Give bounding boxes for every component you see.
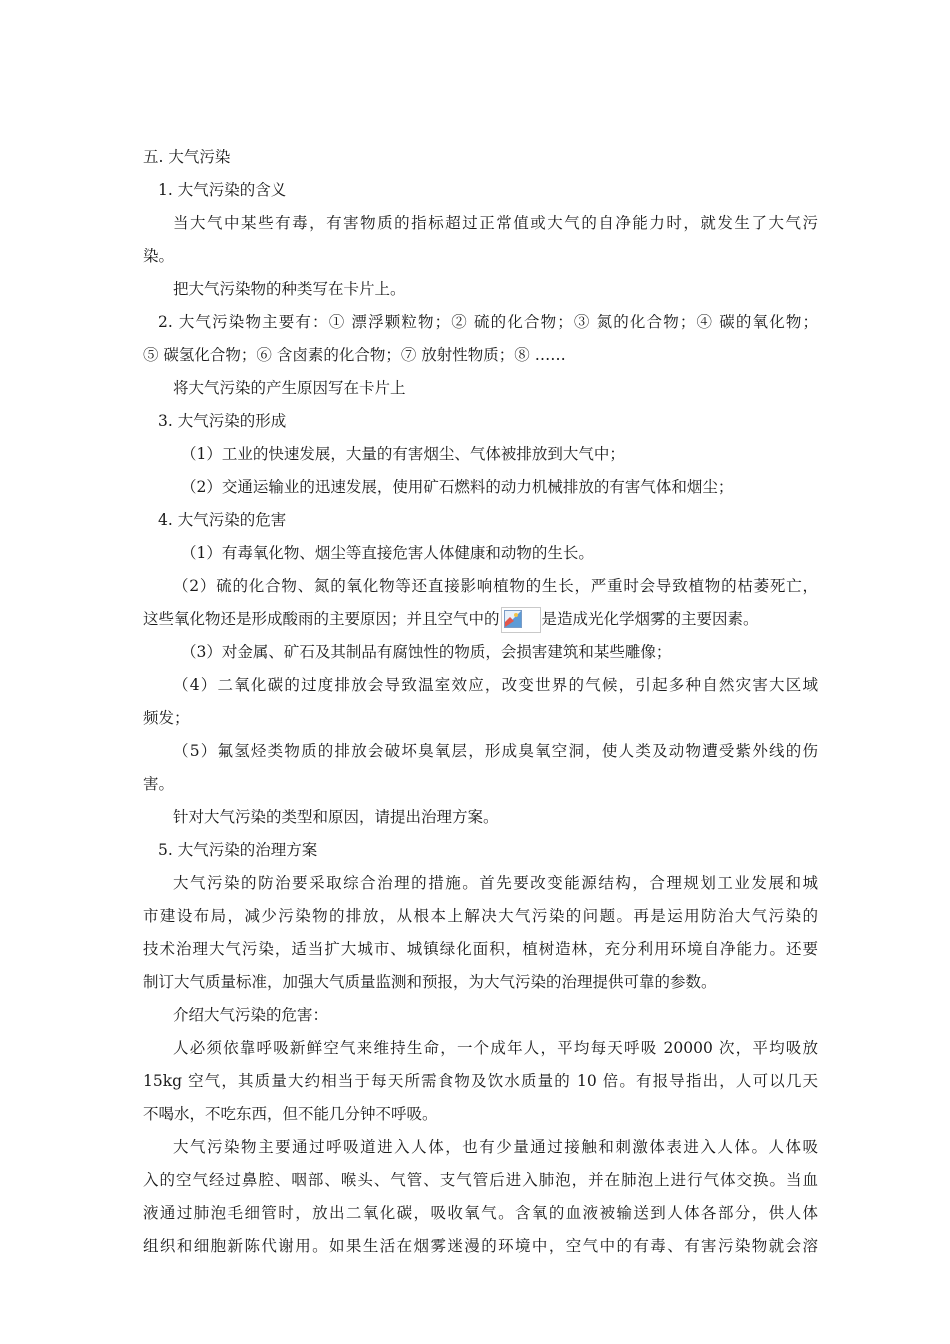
subheading-text: 2. 大气污染物主要有：① 漂浮颗粒物；② 硫的化合物；③ 氮的化合物；④ 碳的氧化物； bbox=[158, 313, 818, 331]
paragraph-line bbox=[143, 999, 818, 1032]
list-item bbox=[143, 537, 818, 570]
paragraph-line bbox=[143, 240, 818, 273]
paragraph-line bbox=[143, 900, 818, 933]
list-item-text: （1）工业的快速发展，大量的有害烟尘、气体被排放到大气中； bbox=[181, 445, 625, 463]
list-item bbox=[143, 735, 818, 768]
paragraph-text: 液通过肺泡毛细管时，放出二氧化碳，吸收氧气。含氧的血液被输送到人体各部分，供人体 bbox=[143, 1204, 818, 1222]
list-item-text: 这些氧化物还是形成酸雨的主要原因；并且空气中的 bbox=[143, 610, 500, 628]
paragraph-text: 针对大气污染的类型和原因，请提出治理方案。 bbox=[173, 808, 499, 826]
paragraph-text: 组织和细胞新陈代谢用。如果生活在烟雾迷漫的环境中，空气中的有毒、有害污染物就会溶 bbox=[143, 1237, 818, 1255]
paragraph-line bbox=[143, 1197, 818, 1230]
subheading-2 bbox=[143, 306, 818, 339]
paragraph-text: 入的空气经过鼻腔、咽部、喉头、气管、支气管后进入肺泡，并在肺泡上进行气体交换。当血 bbox=[143, 1171, 818, 1189]
list-item-continuation bbox=[143, 768, 818, 801]
list-item-continuation bbox=[143, 702, 818, 735]
paragraph-text: 把大气污染物的种类写在卡片上。 bbox=[173, 280, 406, 298]
paragraph-line bbox=[143, 1131, 818, 1164]
subheading-1 bbox=[143, 174, 818, 207]
subheading-4 bbox=[143, 504, 818, 537]
subheading-3 bbox=[143, 405, 818, 438]
paragraph-line bbox=[143, 933, 818, 966]
section-heading-5 bbox=[143, 141, 818, 174]
paragraph-line bbox=[143, 1164, 818, 1197]
list-item-text: （3）对金属、矿石及其制品有腐蚀性的物质，会损害建筑和某些雕像； bbox=[181, 643, 672, 661]
paragraph-text: 染。 bbox=[143, 247, 175, 265]
paragraph-line bbox=[143, 1230, 818, 1263]
broken-image-icon bbox=[501, 607, 541, 633]
list-item-text: 害。 bbox=[143, 775, 175, 793]
paragraph-text: 当大气中某些有毒，有害物质的指标超过正常值或大气的自净能力时，就发生了大气污 bbox=[173, 214, 818, 232]
heading-text: 五. 大气污染 bbox=[143, 148, 231, 166]
subheading-5 bbox=[143, 834, 818, 867]
paragraph-text: 不喝水，不吃东西，但不能几分钟不呼吸。 bbox=[143, 1105, 438, 1123]
paragraph-text: 大气污染的防治要采取综合治理的措施。首先要改变能源结构，合理规划工业发展和城 bbox=[173, 874, 818, 892]
list-item-text: （2）硫的化合物、氮的氧化物等还直接影响植物的生长，严重时会导致植物的枯萎死亡， bbox=[173, 577, 818, 595]
paragraph-line bbox=[143, 801, 818, 834]
paragraph-line bbox=[143, 372, 818, 405]
document-body bbox=[143, 141, 818, 1263]
list-item bbox=[143, 669, 818, 702]
paragraph-line bbox=[143, 966, 818, 999]
list-item-text: （2）交通运输业的迅速发展，使用矿石燃料的动力机械排放的有害气体和烟尘； bbox=[181, 478, 734, 496]
list-item-continuation bbox=[143, 603, 818, 636]
paragraph-text: ⑤ 碳氢化合物；⑥ 含卤素的化合物；⑦ 放射性物质；⑧ …… bbox=[143, 346, 566, 364]
paragraph-text: 大气污染物主要通过呼吸道进入人体，也有少量通过接触和刺激体表进入人体。人体吸 bbox=[173, 1138, 818, 1156]
paragraph-line bbox=[143, 867, 818, 900]
list-item-text: （1）有毒氧化物、烟尘等直接危害人体健康和动物的生长。 bbox=[181, 544, 594, 562]
list-item bbox=[143, 636, 818, 669]
subheading-text: 1. 大气污染的含义 bbox=[158, 181, 287, 199]
paragraph-line bbox=[143, 339, 818, 372]
list-item-text: （5）氟氢烃类物质的排放会破坏臭氧层，形成臭氧空洞，使人类及动物遭受紫外线的伤 bbox=[173, 742, 818, 760]
subheading-text: 5. 大气污染的治理方案 bbox=[158, 841, 318, 859]
list-item-text: （4）二氧化碳的过度排放会导致温室效应，改变世界的气候，引起多种自然灾害大区域 bbox=[173, 676, 818, 694]
paragraph-text: 将大气污染的产生原因写在卡片上 bbox=[173, 379, 406, 397]
list-item bbox=[143, 570, 818, 603]
subheading-text: 4. 大气污染的危害 bbox=[158, 511, 287, 529]
paragraph-line bbox=[143, 1065, 818, 1098]
list-item bbox=[143, 471, 818, 504]
paragraph-line bbox=[143, 1032, 818, 1065]
list-item-text: 是造成光化学烟雾的主要因素。 bbox=[541, 610, 759, 628]
paragraph-text: 15kg 空气，其质量大约相当于每天所需食物及饮水质量的 10 倍。有报导指出，人可以几天 bbox=[143, 1072, 818, 1090]
subheading-text: 3. 大气污染的形成 bbox=[158, 412, 287, 430]
paragraph-text: 人必须依靠呼吸新鲜空气来维持生命，一个成年人，平均每天呼吸 20000 次，平均吸放 bbox=[173, 1039, 818, 1057]
paragraph-text: 制订大气质量标准，加强大气质量监测和预报，为大气污染的治理提供可靠的参数。 bbox=[143, 973, 717, 991]
paragraph-text: 市建设布局，减少污染物的排放，从根本上解决大气污染的问题。再是运用防治大气污染的 bbox=[143, 907, 818, 925]
list-item-text: 频发； bbox=[143, 709, 190, 727]
paragraph-line bbox=[143, 1098, 818, 1131]
paragraph-text: 技术治理大气污染，适当扩大城市、城镇绿化面积，植树造林，充分利用环境自净能力。还要 bbox=[143, 940, 818, 958]
list-item bbox=[143, 438, 818, 471]
paragraph-line bbox=[143, 207, 818, 240]
paragraph-text: 介绍大气污染的危害： bbox=[173, 1006, 329, 1024]
paragraph-line bbox=[143, 273, 818, 306]
